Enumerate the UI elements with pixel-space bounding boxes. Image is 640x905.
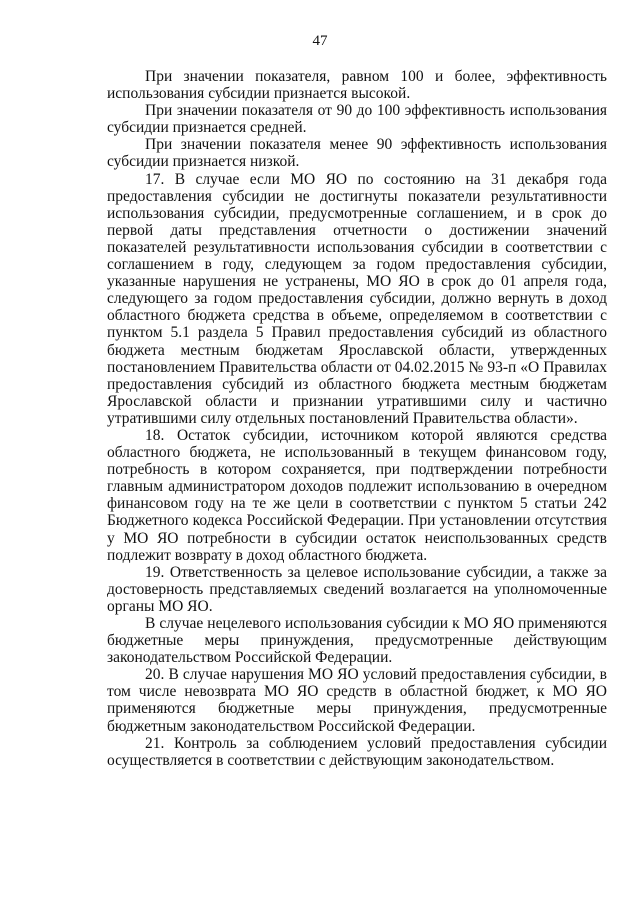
paragraph-low-effectiveness: При значении показателя менее 90 эффективность использования субсидии признается низкой. — [107, 136, 607, 171]
paragraph-high-effectiveness: При значении показателя, равном 100 и более, эффективность использования субсидии признается высокой. — [107, 68, 607, 103]
paragraph-misuse-measures: В случае нецелевого использования субсидии к МО ЯО применяются бюджетные меры принуждения, предусмотренные действующим законодательством Российской Федерации. — [107, 615, 607, 667]
paragraph-clause-21: 21. Контроль за соблюдением условий предоставления субсидии осуществляется в соответствии с действующим законодательством. — [107, 734, 607, 769]
paragraph-clause-20: 20. В случае нарушения МО ЯО условий предоставления субсидии, в том числе невозврата МО ЯО средств в областной бюджет, к МО ЯО применяются бюджетные меры принуждения, предусмотренные бюджетным законодательством Российской Федерации. — [107, 666, 607, 735]
page-number: 47 — [312, 33, 328, 49]
paragraph-clause-18: 18. Остаток субсидии, источником которой являются средства областного бюджета, не использованный в текущем финансовом году, потребность в котором сохраняется, при подтверждении потребности главным администратором доходов подлежит использованию в очередном финансовом году на те же цели в соответствии с пунктом 5 статьи 242 Бюджетного кодекса Российской Федерации. При установлении отсутствия у МО ЯО потребности в субсидии остаток неиспользованных средств подлежит возврату в доход областного бюджета. — [107, 426, 607, 564]
document-body — [107, 68, 607, 769]
paragraph-clause-17: 17. В случае если МО ЯО по состоянию на 31 декабря года предоставления субсидии не достигнуты показатели результативности использования субсидии, предусмотренные соглашением, и в срок до первой даты представления отчетности о достижении значений показателей результативности использования субсидии в соответствии с соглашением в году, следующем за годом предоставления субсидии, указанные нарушения не устранены, МО ЯО в срок до 01 апреля года, следующего за годом предоставления субсидии, должно вернуть в доход областного бюджета средства в объеме, определяемом в соответствии с пунктом 5.1 раздела 5 Правил предоставления субсидий из областного бюджета местным бюджетам Ярославской области, утвержденных постановлением Правительства области от 04.02.2015 № 93-п «О Правилах предоставления субсидий из областного бюджета местным бюджетам Ярославской области и признании утратившими силу и частично утратившими силу отдельных постановлений Правительства области». — [107, 170, 607, 427]
paragraph-medium-effectiveness: При значении показателя от 90 до 100 эффективность использования субсидии признается средней. — [107, 102, 607, 137]
paragraph-clause-19: 19. Ответственность за целевое использование субсидии, а также за достоверность представляемых сведений возлагается на уполномоченные органы МО ЯО. — [107, 563, 607, 615]
